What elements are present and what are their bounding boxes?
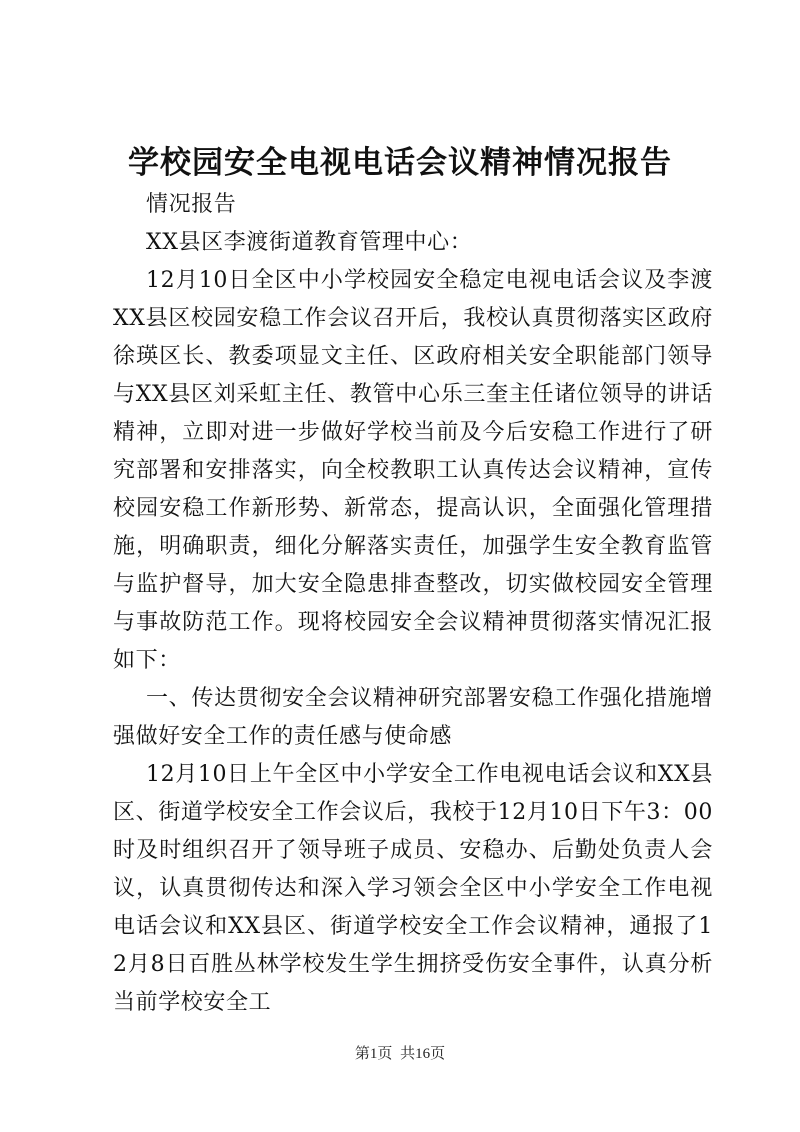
paragraph-addressee: XX县区李渡街道教育管理中心： [146, 230, 473, 255]
page-number: 第1页 [354, 1046, 393, 1062]
paragraph-section-heading: 一、传达贯彻安全会议精神研究部署安稳工作强化措施增强做好安全工作的责任感与使命感 [113, 686, 713, 749]
document-body [113, 186, 713, 1022]
page-footer [0, 1042, 800, 1063]
paragraph-section-body: 12月10日上午全区中小学安全工作电视电话会议和XX县区、街道学校安全工作会议后，我校于12月10日下午3：00时及时组织召开了领导班子成员、安稳办、后勤处负责人会议，认真贯彻传达和深入学习领会全区中小学安全工作电视电话会议和XX县区、街道学校安全工作会议精神，通报了12月8日百胜丛林学校发生学生拥挤受伤安全事件，认真分析当前学校安全工 [113, 762, 713, 1015]
paragraph-intro: 12月10日全区中小学校园安全稳定电视电话会议及李渡XX县区校园安稳工作会议召开后，我校认真贯彻落实区政府徐瑛区长、教委项显文主任、区政府相关安全职能部门领导与XX县区刘采虹主任、教管中心乐三奎主任诸位领导的讲话精神，立即对进一步做好学校当前及今后安稳工作进行了研究部署和安排落实，向全校教职工认真传达会议精神，宣传校园安稳工作新形势、新常态，提高认识，全面强化管理措施，明确职责，细化分解落实责任，加强学生安全教育监管与监护督导，加大安全隐患排查整改，切实做校园安全管理与事故防范工作。现将校园安全会议精神贯彻落实情况汇报如下： [113, 268, 713, 673]
page-total: 共16页 [400, 1046, 446, 1062]
document-title: 学校园安全电视电话会议精神情况报告 [128, 145, 672, 181]
paragraph-heading-label: 情况报告 [146, 192, 237, 217]
